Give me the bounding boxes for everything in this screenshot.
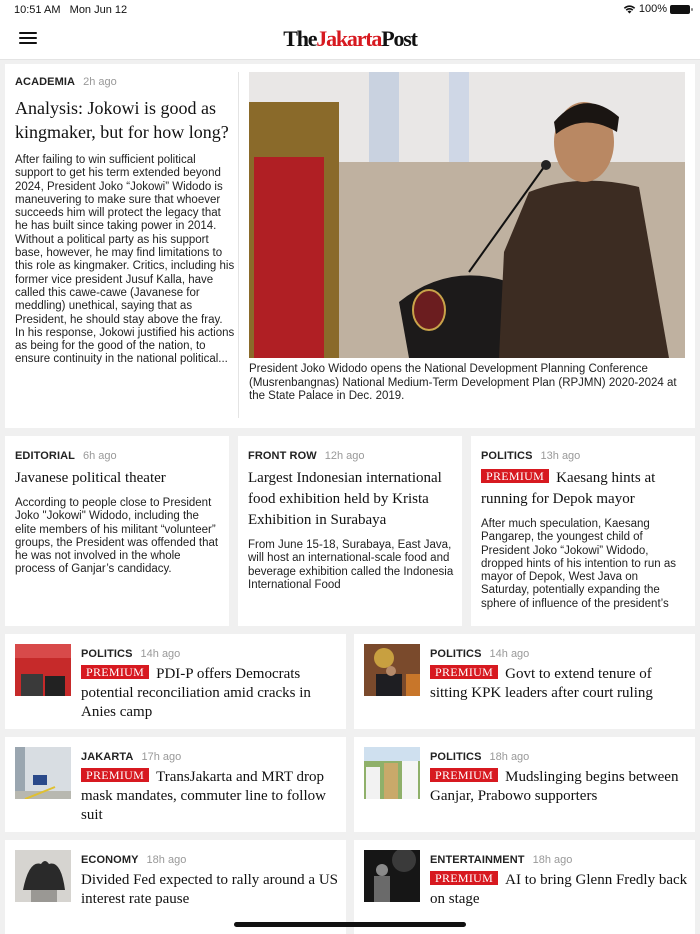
article-kicker[interactable]: ECONOMY	[81, 854, 139, 866]
hero-timestamp: 2h ago	[83, 76, 117, 88]
status-right	[623, 3, 690, 15]
article-excerpt: From June 15-18, Surabaya, East Java, will host an international-scale food and beverage exhibition called the Indonesia International Food	[248, 539, 454, 591]
hero-text	[15, 72, 235, 367]
app-header	[0, 20, 700, 60]
premium-badge: PREMIUM	[430, 665, 498, 679]
article-headline[interactable]: Largest Indonesian international food exhibition held by Krista Exhibition in Surabaya	[248, 470, 442, 528]
article-headline[interactable]: Divided Fed expected to rally around a US interest rate pause	[81, 872, 339, 907]
premium-badge: PREMIUM	[430, 871, 498, 885]
article-timestamp: 14h ago	[140, 648, 181, 660]
article-timestamp: 13h ago	[540, 450, 581, 462]
hero-caption: President Joko Widodo opens the National Development Planning Conference (Musrenbangnas) National Medium-Term Development Plan (RPJMN) 2020-2024 at the State Palace in Dec. 2019.	[249, 363, 677, 402]
article-kicker[interactable]: JAKARTA	[81, 751, 134, 763]
home-indicator[interactable]	[234, 922, 466, 927]
hero-article[interactable]	[5, 64, 695, 428]
list-article[interactable]	[354, 634, 695, 729]
article-headline[interactable]: PREMIUM Govt to extend tenure of sitting KPK leaders after court ruling	[430, 665, 653, 701]
premium-badge: PREMIUM	[81, 665, 149, 679]
wifi-icon	[623, 4, 636, 14]
status-bar	[0, 0, 700, 20]
article-kicker[interactable]: POLITICS	[81, 648, 133, 660]
article-kicker[interactable]: FRONT ROW	[248, 450, 317, 462]
article-headline[interactable]: PREMIUM Kaesang hints at running for Depok mayor	[481, 469, 656, 507]
article-kicker[interactable]: ENTERTAINMENT	[430, 854, 525, 866]
article-kicker[interactable]: POLITICS	[430, 751, 482, 763]
site-logo[interactable]: TheJakartaPost	[283, 26, 417, 51]
article-headline[interactable]: Javanese political theater	[15, 470, 166, 486]
battery-percent: 100%	[638, 3, 667, 15]
article-thumbnail[interactable]	[15, 747, 71, 799]
article-excerpt: According to people close to President Joko "Jokowi" Widodo, including the elite members of his militant “volunteer” groups, the President was offended that he was not involved in the whole process of Ganjar’s candidacy.	[15, 497, 219, 576]
list-article[interactable]	[354, 840, 695, 934]
article-kicker[interactable]: POLITICS	[481, 450, 533, 462]
article-timestamp: 17h ago	[141, 751, 182, 763]
article-thumbnail[interactable]	[15, 644, 71, 696]
article-headline[interactable]: PREMIUM TransJakarta and MRT drop mask mandates, commuter line to follow suit	[81, 768, 326, 823]
hero-photo[interactable]	[249, 72, 685, 358]
list-article[interactable]	[5, 634, 346, 729]
premium-badge: PREMIUM	[81, 768, 149, 782]
premium-badge: PREMIUM	[481, 469, 549, 483]
article-kicker[interactable]: POLITICS	[430, 648, 482, 660]
article-headline[interactable]: PREMIUM Mudslinging begins between Ganjar, Prabowo supporters	[430, 768, 679, 804]
article-timestamp: 14h ago	[489, 648, 530, 660]
list-article[interactable]	[5, 840, 346, 934]
featured-article[interactable]	[471, 436, 695, 626]
hero-divider	[238, 72, 239, 418]
article-timestamp: 18h ago	[146, 854, 187, 866]
hero-excerpt: After failing to win sufficient political support to get his term extended beyond 2024, President Joko “Jokowi” Widodo is maneuvering to make sure that whoever succeeds him will protect the legacy that he has built since taking power in 2014. Without a political party as his support base, however, he may find limitations to this role as kingmaker. Critics, including his former vice president Jusuf Kalla, have called this cawe-cawe (Javanese for meddling) unethical, saying that as President, he should stay above the fray. In his response, Jokowi justified his actions as being for the good of the nation, to ensure continuity in the national political...	[15, 154, 235, 366]
article-headline[interactable]: PREMIUM PDI-P offers Democrats potential reconciliation amid cracks in Anies camp	[81, 665, 311, 720]
status-time: 10:51 AM Mon Jun 12	[14, 4, 128, 16]
article-timestamp: 18h ago	[532, 854, 573, 866]
article-headline[interactable]: PREMIUM AI to bring Glenn Fredly back on stage	[430, 871, 688, 907]
article-thumbnail[interactable]	[364, 850, 420, 902]
article-timestamp: 12h ago	[324, 450, 365, 462]
hero-kicker[interactable]: ACADEMIA	[15, 76, 76, 88]
hero-headline[interactable]: Analysis: Jokowi is good as kingmaker, but for how long?	[15, 98, 229, 142]
premium-badge: PREMIUM	[430, 768, 498, 782]
battery-full-icon	[670, 5, 690, 14]
article-kicker[interactable]: EDITORIAL	[15, 450, 75, 462]
featured-article[interactable]	[5, 436, 229, 626]
article-excerpt: After much speculation, Kaesang Pangarep, the youngest child of President Joko “Jokowi” Widodo, dropped hints of his intention to run as mayor of Depok, West Java on Saturday, potentially expanding the sphere of influence of the president’s	[481, 518, 676, 610]
article-timestamp: 6h ago	[82, 450, 117, 462]
featured-article[interactable]	[238, 436, 462, 626]
list-article[interactable]	[354, 737, 695, 832]
article-thumbnail[interactable]	[364, 644, 420, 696]
article-timestamp: 18h ago	[489, 751, 530, 763]
article-thumbnail[interactable]	[364, 747, 420, 799]
list-article[interactable]	[5, 737, 346, 832]
article-thumbnail[interactable]	[15, 850, 71, 902]
